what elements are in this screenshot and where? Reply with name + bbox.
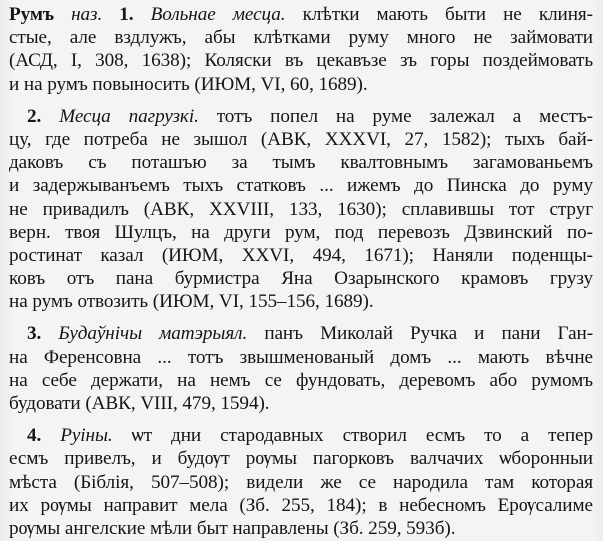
sense-3-text: панъ Миколай Ручка и пани Ган- — [264, 323, 594, 345]
sense-2-line-1 — [9, 105, 593, 128]
sense-2-line-3: даковъ съ поташъю за тымъ квалтовнымъ загамованьемъ — [9, 152, 593, 174]
sense-3-label: Будаўнічы матэрыял. — [58, 323, 248, 345]
sense-2-line-2: цу, где потреба не зышол (АВК, XXXVI, 27, 1582); тыхъ бай- — [9, 128, 593, 150]
part-of-speech: наз. — [71, 4, 103, 25]
sense-1-line-1 — [9, 3, 593, 26]
sense-4-line-2: есмъ привелъ, и будѹт рѹмы пагорковъ валчачих ѡборонныи — [9, 448, 593, 470]
sense-2-line-8: ковъ отъ пана бурмистра Яна Озарынского крамовъ грузу — [9, 268, 593, 290]
sense-3-number: 3. — [27, 323, 42, 345]
sense-3-line-3: на себе держати, на немъ се фундовать, деревомъ або румомъ — [9, 369, 593, 391]
sense-4 — [9, 424, 593, 540]
sense-4-line-5: рѹмы ангелские мѣли быт направлены (Зб. 259, 593б). — [9, 517, 456, 539]
sense-1-number: 1. — [119, 4, 134, 25]
sense-2-line-9: на румъ отвозить (ИЮМ, VI, 155–156, 1689). — [9, 291, 374, 313]
headword: Румъ — [9, 4, 54, 25]
sense-1-text: клѣтки мають быти не клиня- — [302, 4, 593, 25]
sense-2-text: тотъ попел на руме залежал а местъ- — [216, 105, 593, 127]
sense-2-line-5: не привадилъ (АВК, XXVIII, 133, 1630); сплавившы тот струг — [9, 198, 593, 220]
sense-1-line-4: и на румъ повыносить (ИЮМ, VI, 60, 1689). — [9, 73, 368, 95]
sense-4-number: 4. — [27, 425, 42, 447]
sense-1-label: Вольнае месца. — [150, 4, 286, 25]
sense-1-line-3: (АСД, I, 308, 1638); Коляски въ цекавъзе зъ горы поздеймовать — [9, 50, 593, 72]
sense-2 — [9, 105, 593, 314]
sense-1-line-2: стые, але вздлужъ, абы клѣтками руму много не займовати — [9, 27, 593, 49]
sense-4-label: Руіны. — [60, 425, 113, 447]
sense-1 — [9, 3, 593, 96]
sense-3-line-4: будовати (АВК, VIII, 479, 1594). — [9, 393, 270, 414]
sense-4-line-1 — [9, 424, 593, 447]
sense-2-line-7: ростинат казал (ИЮМ, XXVI, 494, 1671); Наняли поденщы- — [9, 244, 593, 266]
sense-4-text: ѡт дни стародавных створил есмъ то а тепер — [131, 425, 593, 447]
sense-3-line-2: на Ференсовна ... тотъ звышменованый домъ ... мають вѣчне — [9, 346, 593, 368]
sense-4-line-4: их рѹмы направит мела (Зб. 255, 184); в небесномъ Ерѹсалиме — [9, 494, 593, 516]
sense-2-label: Месца пагрузкі. — [59, 105, 199, 127]
sense-3 — [9, 322, 593, 415]
sense-2-line-4: и задержыванъемъ тыхъ статковъ ... ижемъ до Пинска до руму — [9, 175, 593, 197]
sense-2-number: 2. — [27, 105, 42, 127]
sense-2-line-6: верн. твоя Шулцъ, на други рум, под перевозъ Дзвинский по- — [9, 221, 593, 243]
sense-3-line-1 — [9, 322, 593, 345]
sense-4-line-3: мѣста (Біблія, 507–508); видели же се народила там которая — [9, 471, 593, 493]
